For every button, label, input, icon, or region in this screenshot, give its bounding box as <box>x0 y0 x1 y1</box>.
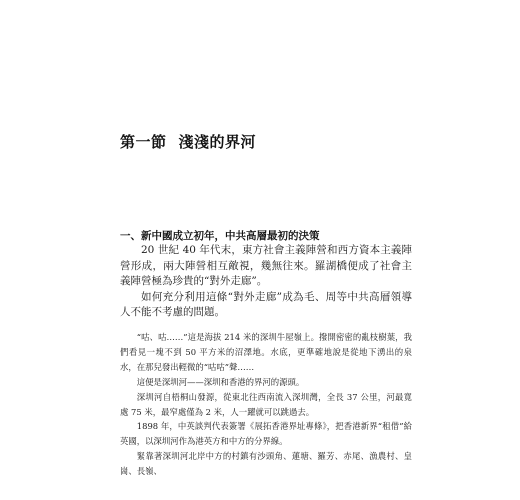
chapter-title <box>120 131 256 152</box>
chapter-name: 淺淺的界河 <box>178 133 257 151</box>
body-text-block <box>120 330 412 479</box>
body-paragraph: 這便是深圳河——深圳和香港的界河的源頭。 <box>136 376 305 387</box>
intro-paragraph: 20 世紀 40 年代末，東方社會主義陣營和西方資本主義陣營形成，兩大陣營相互敵視，幾無往來。羅湖橋便成了社會主義陣營極為珍貴的“對外走廊”。 <box>120 244 412 287</box>
section-heading: 一、新中國成立初年，中共高層最初的決策 <box>120 230 320 242</box>
body-paragraph: 緊靠著深圳河北岸中方的村鎮有沙頭角、蓮塘、羅芳、赤尾、漁農村、皇崗、長嶺、 <box>120 451 412 477</box>
intro-paragraph: 如何充分利用這條“對外走廊”成為毛、周等中共高層領導人不能不考慮的問題。 <box>120 290 412 318</box>
chapter-label: 第一節 <box>120 133 167 151</box>
body-paragraph: 1898 年，中英談判代表簽署《展拓香港界址專條》，把香港新界“租借”給英國，以深圳河作為港英方和中方的分界線。 <box>120 421 412 447</box>
intro-block <box>120 243 412 321</box>
body-paragraph: 深圳河自梧桐山發源，從東北往西南流入深圳灣，全長 37 公里，河最寬處 75 米，最窄處僅為 2 米，人一躍就可以跳過去。 <box>120 391 412 417</box>
body-paragraph: “咕、咕……”這是海拔 214 米的深圳牛屋嶺上。撥開密密的亂枝樹葉，我們看見一塊不到 50 平方米的沼澤地。水底，更準確地說是從地下湧出的泉水，在那兒發出輕微的“咕咕”聲…… <box>120 332 412 372</box>
